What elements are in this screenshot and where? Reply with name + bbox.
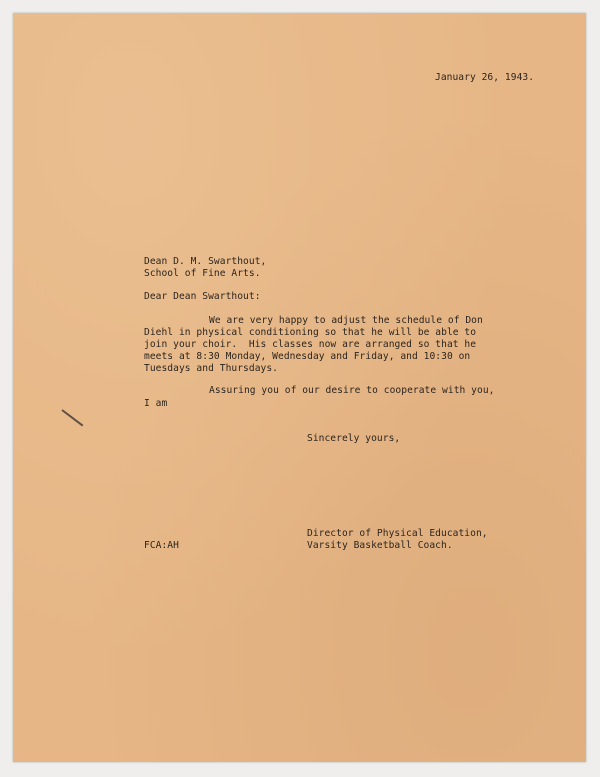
body-line: We are very happy to adjust the schedule of Don: [209, 315, 483, 326]
body-line: I am: [144, 398, 168, 409]
letter-date: January 26, 1943.: [435, 72, 535, 83]
salutation: Dear Dean Swarthout:: [144, 291, 261, 302]
body-line: Tuesdays and Thursdays.: [144, 363, 278, 374]
body-line: meets at 8:30 Monday, Wednesday and Friday, and 10:30 on: [144, 351, 471, 362]
body-line: join your choir. His classes now are arranged so that he: [144, 339, 477, 350]
letter-page: [13, 13, 586, 762]
body-line: Assuring you of our desire to cooperate with you,: [209, 385, 495, 396]
reference-initials: FCA:AH: [144, 540, 179, 551]
ink-mark: [61, 409, 83, 426]
body-line: Diehl in physical conditioning so that he will be able to: [144, 327, 477, 338]
signature-title: Director of Physical Education,: [307, 528, 488, 539]
recipient-name: Dean D. M. Swarthout,: [144, 256, 267, 267]
recipient-school: School of Fine Arts.: [144, 268, 261, 279]
closing: Sincerely yours,: [307, 433, 401, 444]
signature-subtitle: Varsity Basketball Coach.: [307, 540, 453, 551]
